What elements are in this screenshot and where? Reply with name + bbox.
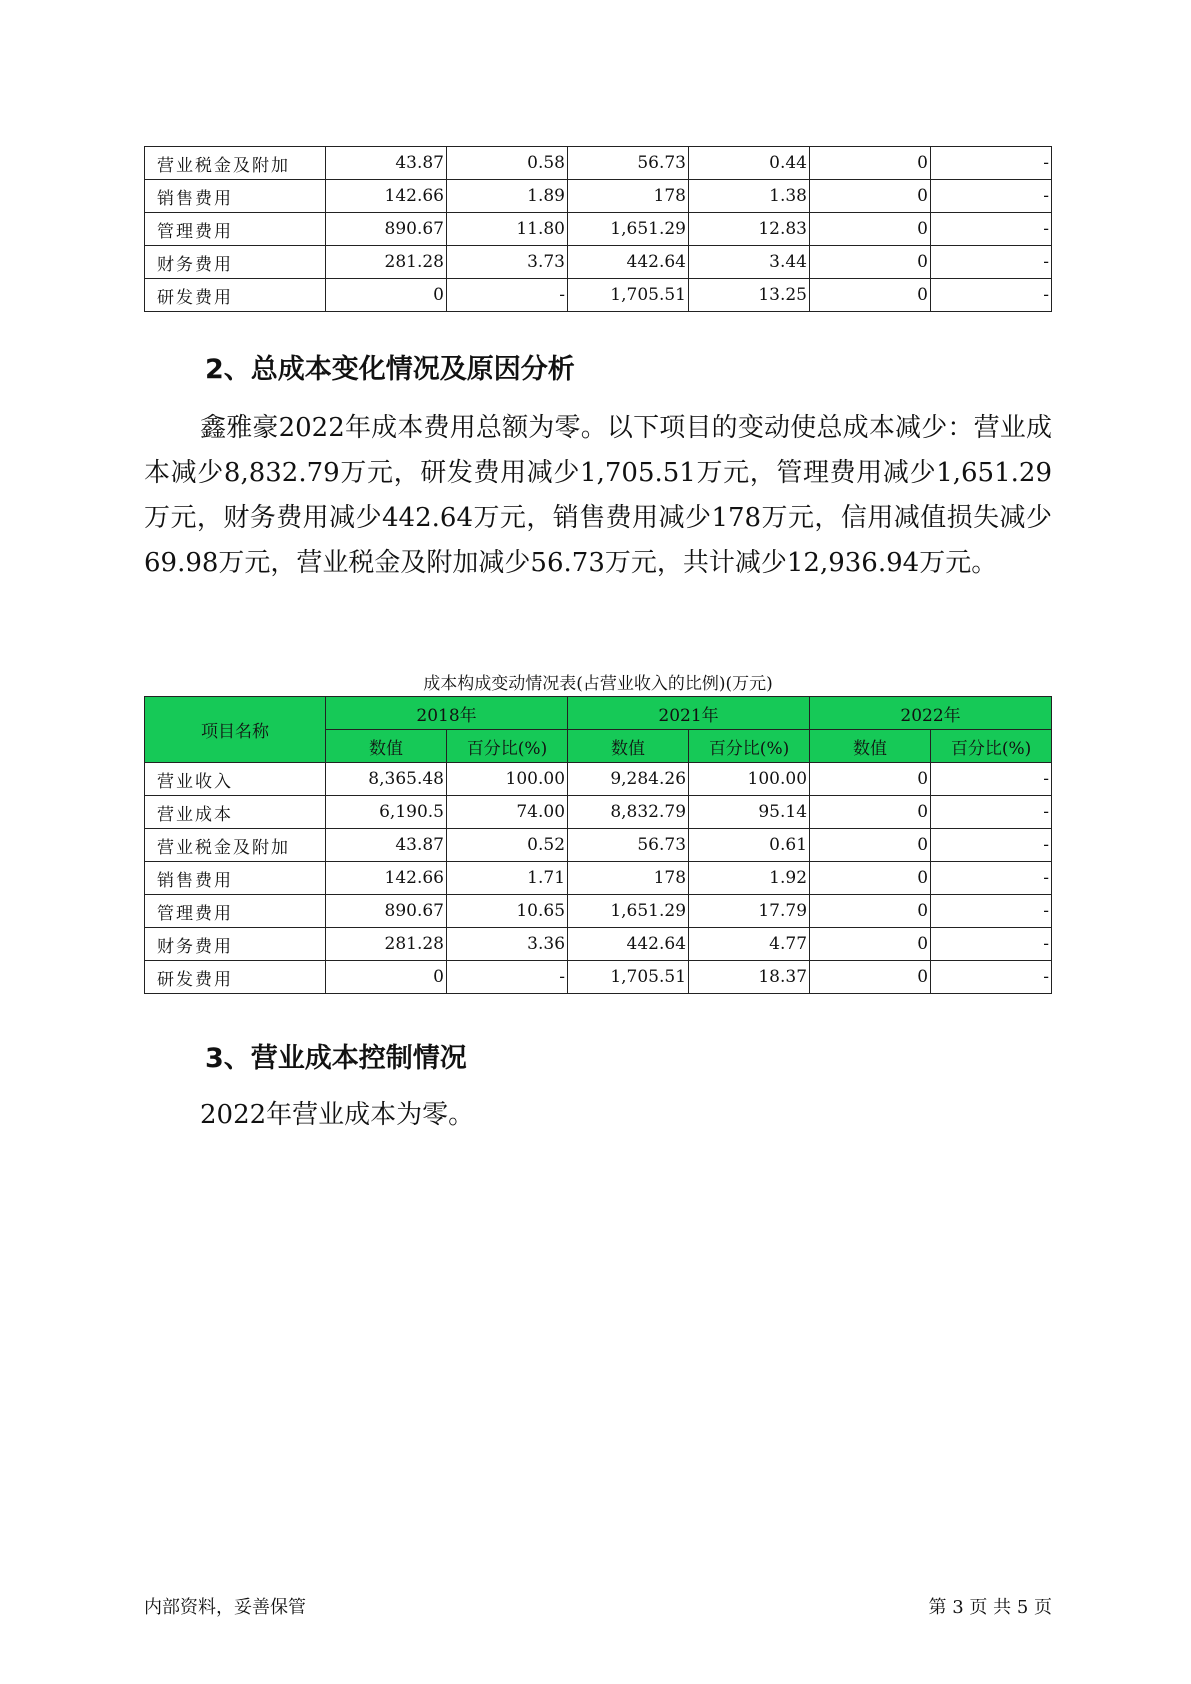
cell-percent: 13.25 — [689, 279, 810, 312]
row-item-name: 营业收入 — [145, 763, 326, 796]
cell-percent: 100.00 — [689, 763, 810, 796]
cell-percent: 1.89 — [447, 180, 568, 213]
cell-percent: 3.36 — [447, 928, 568, 961]
cell-percent: - — [931, 928, 1052, 961]
cell-percent: 0.52 — [447, 829, 568, 862]
cost-structure-table-body — [145, 763, 1052, 994]
cell-percent: - — [931, 895, 1052, 928]
row-item-name: 财务费用 — [145, 246, 326, 279]
table-row — [145, 862, 1052, 895]
header-year-2022: 2022年 — [810, 697, 1052, 730]
cell-value: 1,705.51 — [568, 961, 689, 994]
cell-percent: - — [931, 147, 1052, 180]
cell-percent: 95.14 — [689, 796, 810, 829]
table-row — [145, 829, 1052, 862]
footer-page-number: 第 3 页 共 5 页 — [928, 1597, 1052, 1618]
cell-value: 1,705.51 — [568, 279, 689, 312]
row-item-name: 管理费用 — [145, 213, 326, 246]
cell-value: 281.28 — [326, 246, 447, 279]
section-2-paragraph: 鑫雅豪2022年成本费用总额为零。以下项目的变动使总成本减少：营业成本减少8,832.79万元，研发费用减少1,705.51万元，管理费用减少1,651.29万元，财务费用减少442.64万元，销售费用减少178万元，信用减值损失减少69.98万元，营业税金及附加减少56.73万元，共计减少12,936.94万元。 — [144, 413, 1052, 578]
cell-value: 0 — [810, 796, 931, 829]
cost-table-continued-body — [145, 147, 1052, 312]
cell-percent: - — [447, 279, 568, 312]
cell-value: 0 — [810, 147, 931, 180]
cell-value: 0 — [810, 213, 931, 246]
cell-percent: - — [931, 829, 1052, 862]
cell-value: 8,365.48 — [326, 763, 447, 796]
table-row — [145, 180, 1052, 213]
cell-percent: 0.61 — [689, 829, 810, 862]
header-value: 数值 — [568, 730, 689, 763]
header-value: 数值 — [326, 730, 447, 763]
header-year-2018: 2018年 — [326, 697, 568, 730]
cell-value: 0 — [810, 862, 931, 895]
cell-percent: 18.37 — [689, 961, 810, 994]
table-row — [145, 895, 1052, 928]
cell-percent: 17.79 — [689, 895, 810, 928]
cell-value: 0 — [810, 829, 931, 862]
table-row — [145, 928, 1052, 961]
cell-value: 142.66 — [326, 180, 447, 213]
cell-percent: 74.00 — [447, 796, 568, 829]
cell-percent: 1.38 — [689, 180, 810, 213]
cell-percent: 100.00 — [447, 763, 568, 796]
cell-value: 442.64 — [568, 928, 689, 961]
cell-percent: 0.58 — [447, 147, 568, 180]
cost-table-continued — [144, 146, 1052, 312]
cell-percent: 3.73 — [447, 246, 568, 279]
cell-value: 56.73 — [568, 147, 689, 180]
cell-value: 890.67 — [326, 213, 447, 246]
cell-value: 178 — [568, 180, 689, 213]
cell-value: 442.64 — [568, 246, 689, 279]
cell-percent: 12.83 — [689, 213, 810, 246]
row-item-name: 研发费用 — [145, 279, 326, 312]
cell-value: 0 — [810, 895, 931, 928]
cost-structure-table — [144, 696, 1052, 994]
cell-percent: 1.92 — [689, 862, 810, 895]
cell-value: 142.66 — [326, 862, 447, 895]
table-row — [145, 796, 1052, 829]
cell-value: 43.87 — [326, 147, 447, 180]
row-item-name: 研发费用 — [145, 961, 326, 994]
row-item-name: 管理费用 — [145, 895, 326, 928]
cell-percent: - — [931, 246, 1052, 279]
row-item-name: 营业成本 — [145, 796, 326, 829]
cell-value: 56.73 — [568, 829, 689, 862]
cell-percent: - — [931, 961, 1052, 994]
table-row — [145, 763, 1052, 796]
row-item-name: 财务费用 — [145, 928, 326, 961]
cell-value: 1,651.29 — [568, 213, 689, 246]
cell-value: 1,651.29 — [568, 895, 689, 928]
cell-percent: 3.44 — [689, 246, 810, 279]
cell-percent: - — [931, 763, 1052, 796]
cell-value: 0 — [326, 279, 447, 312]
cell-percent: 4.77 — [689, 928, 810, 961]
cell-percent: 1.71 — [447, 862, 568, 895]
cell-percent: 0.44 — [689, 147, 810, 180]
table-row — [145, 279, 1052, 312]
table-row — [145, 213, 1052, 246]
cell-value: 0 — [810, 246, 931, 279]
footer-confidential-note: 内部资料，妥善保管 — [144, 1597, 306, 1618]
cell-percent: - — [447, 961, 568, 994]
cell-percent: 11.80 — [447, 213, 568, 246]
section-2-heading: 2、总成本变化情况及原因分析 — [205, 354, 575, 385]
cell-percent: 10.65 — [447, 895, 568, 928]
cell-value: 0 — [810, 763, 931, 796]
section-3-heading: 3、营业成本控制情况 — [205, 1043, 467, 1074]
header-percent: 百分比(%) — [931, 730, 1052, 763]
table-header — [145, 697, 1052, 763]
header-percent: 百分比(%) — [689, 730, 810, 763]
row-item-name: 营业税金及附加 — [145, 829, 326, 862]
row-item-name: 营业税金及附加 — [145, 147, 326, 180]
header-item-name: 项目名称 — [145, 697, 326, 763]
cell-value: 0 — [810, 961, 931, 994]
cell-value: 6,190.5 — [326, 796, 447, 829]
cell-value: 0 — [810, 279, 931, 312]
cell-value: 9,284.26 — [568, 763, 689, 796]
cell-value: 178 — [568, 862, 689, 895]
cell-value: 0 — [326, 961, 447, 994]
cell-percent: - — [931, 796, 1052, 829]
header-year-2021: 2021年 — [568, 697, 810, 730]
cell-value: 890.67 — [326, 895, 447, 928]
cell-percent: - — [931, 213, 1052, 246]
cell-value: 0 — [810, 928, 931, 961]
header-percent: 百分比(%) — [447, 730, 568, 763]
cell-value: 43.87 — [326, 829, 447, 862]
section-3-paragraph: 2022年营业成本为零。 — [200, 1100, 475, 1130]
cell-percent: - — [931, 279, 1052, 312]
cell-value: 0 — [810, 180, 931, 213]
cell-value: 8,832.79 — [568, 796, 689, 829]
row-item-name: 销售费用 — [145, 862, 326, 895]
table-caption: 成本构成变动情况表(占营业收入的比例)(万元) — [423, 674, 773, 694]
table-row — [145, 147, 1052, 180]
row-item-name: 销售费用 — [145, 180, 326, 213]
cell-value: 281.28 — [326, 928, 447, 961]
table-row — [145, 246, 1052, 279]
table-row — [145, 961, 1052, 994]
cell-percent: - — [931, 180, 1052, 213]
cell-percent: - — [931, 862, 1052, 895]
header-value: 数值 — [810, 730, 931, 763]
